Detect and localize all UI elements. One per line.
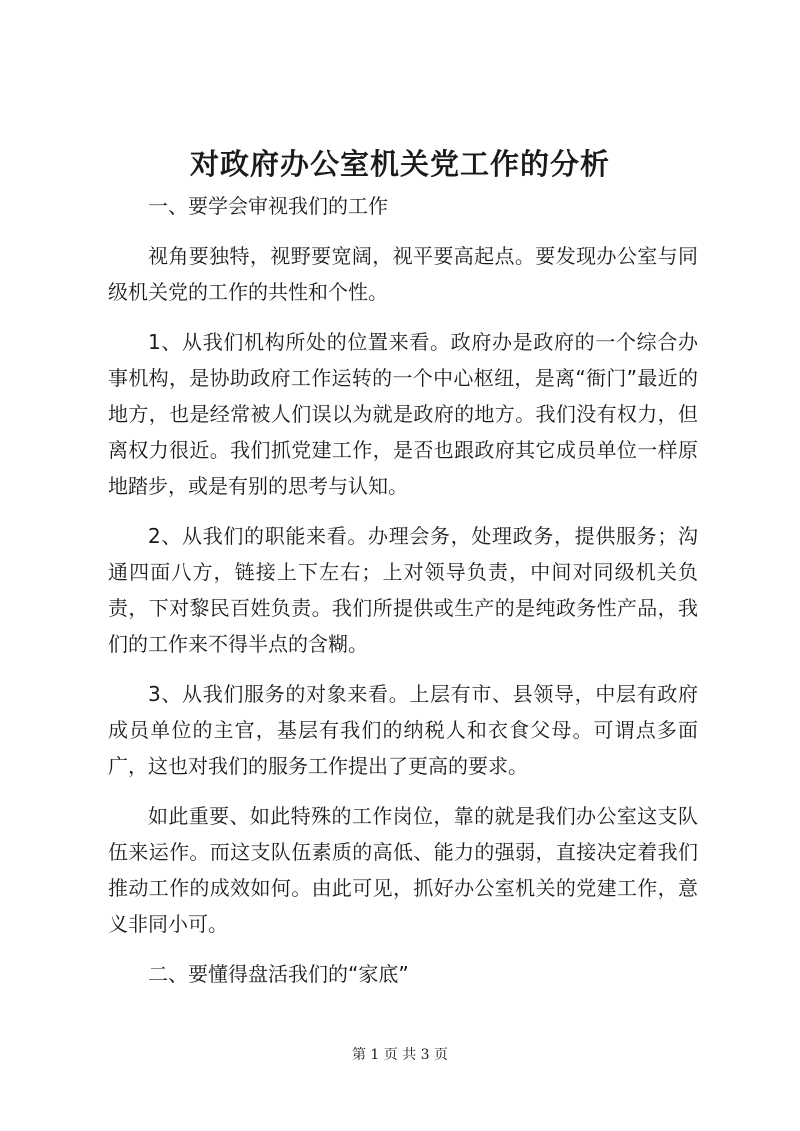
paragraph-4: 3、从我们服务的对象来看。上层有市、县领导，中层有政府成员单位的主官，基层有我们的纳税人和衣食父母。可谓点多面广，这也对我们的服务工作提出了更高的要求。 [108, 682, 698, 778]
page-footer: 第 1 页 共 3 页 [351, 1047, 449, 1063]
paragraph-1: 视角要独特，视野要宽阔，视平要高起点。要发现办公室与同级机关党的工作的共性和个性。 [108, 244, 698, 304]
paragraph-5: 如此重要、如此特殊的工作岗位，靠的就是我们办公室这支队伍来运作。而这支队伍素质的高低、能力的强弱，直接决定着我们推动工作的成效如何。由此可见，抓好办公室机关的党建工作，意义非同小可。 [108, 804, 698, 936]
document-title: 对政府办公室机关党工作的分析 [189, 147, 610, 181]
section-heading-1: 一、要学会审视我们的工作 [148, 194, 388, 218]
document-body [108, 188, 698, 1006]
paragraph-3: 2、从我们的职能来看。办理会务，处理政务，提供服务；沟通四面八方，链接上下左右；上对领导负责，中间对同级机关负责，下对黎民百姓负责。我们所提供或生产的是纯政务性产品，我们的工作来不得半点的含糊。 [108, 524, 698, 656]
section-heading-2: 二、要懂得盘活我们的“家底” [148, 962, 409, 986]
paragraph-2: 1、从我们机构所处的位置来看。政府办是政府的一个综合办事机构，是协助政府工作运转的一个中心枢纽，是离“衙门”最近的地方，也是经常被人们误以为就是政府的地方。我们没有权力，但离权力很近。我们抓党建工作，是否也跟政府其它成员单位一样原地踏步，或是有别的思考与认知。 [108, 330, 698, 498]
